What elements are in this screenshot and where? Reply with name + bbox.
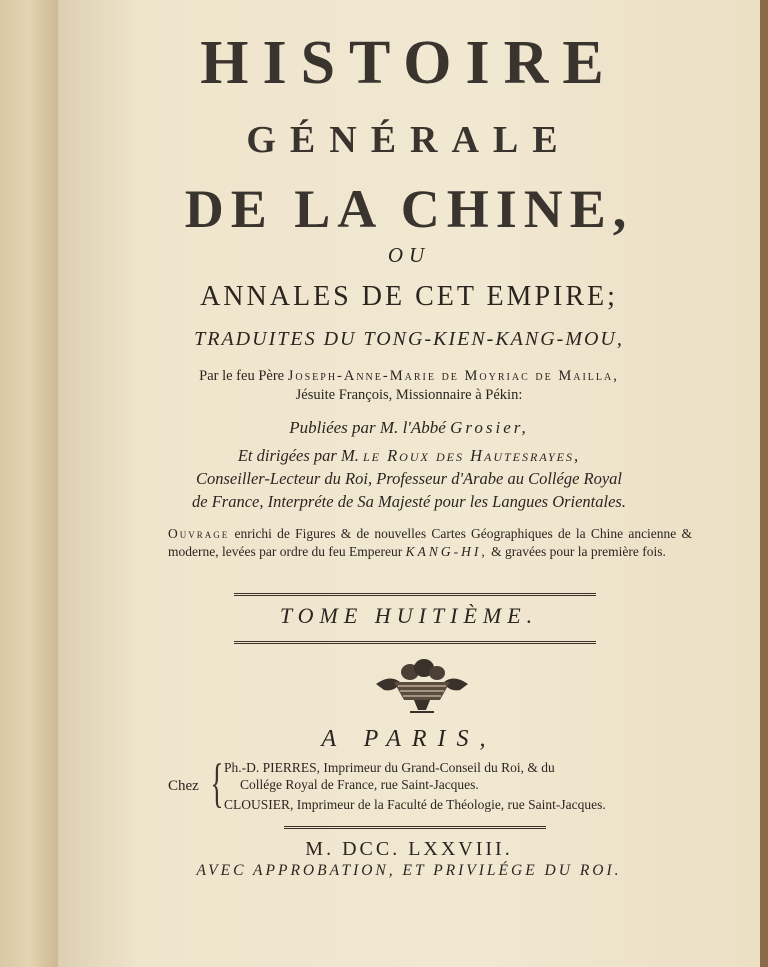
ouvrage-paragraph [168,525,692,561]
ouvrage-kanghi: KANG-HI, [405,544,488,559]
dirigees-prefix: Et dirigées par M. [237,446,359,465]
printer-line-2: Collége Royal de France, rue Saint-Jacques. [240,777,479,792]
title-line-3: DE LA CHINE, [184,179,634,239]
editor-line-3: de France, Interpréte de Sa Majesté pour les Langues Orientales. [192,492,626,511]
title-page [58,0,760,967]
dirigees-name: le Roux des Hautesrayes, [362,446,581,465]
ouvrage-lead: Ouvrage [168,526,230,541]
right-board-edge [760,0,768,967]
privilege-line: AVEC APPROBATION, ET PRIVILÉGE DU ROI. [196,862,622,879]
subtitle: ANNALES DE CET EMPIRE; [200,281,618,312]
title-line-2: GÉNÉRALE [246,119,572,161]
editor-line-2: Conseiller-Lecteur du Roi, Professeur d'Arabe au Collége Royal [195,469,623,488]
ouvrage-text-2: & gravées pour la première fois. [491,544,666,559]
tome-label: TOME HUITIÈME. [279,603,539,628]
author-line-2: Jésuite François, Missionnaire à Pékin: [295,387,523,403]
traduites-line: TRADUITES DU TONG-KIEN-KANG-MOU, [194,328,624,350]
author-name: Joseph-Anne-Marie de Moyriac de Mailla, [287,368,619,384]
left-page-edge [0,0,59,967]
title-line-1: HISTOIRE [200,29,618,97]
fruit-basket-ornament-icon [370,656,474,716]
ouvrage-text-1: enrichi de Figures & de nouvelles Cartes Géographiques de la Chine ancienne & moderne, levées par ordre du feu Empereur [168,526,692,559]
rule-top [234,593,596,596]
author-prefix: Par le feu Père [199,368,285,384]
publiees-name: Grosier, [450,418,529,437]
publisher-line [58,418,760,438]
editor-line-1 [58,446,760,466]
printer-line-1: Ph.-D. PIERRES, Imprimeur du Grand-Conseil du Roi, & du [224,760,555,775]
printer-line-3: CLOUSIER, Imprimeur de la Faculté de Théologie, rue Saint-Jacques. [224,797,606,812]
rule-date [284,826,546,829]
publication-date: M. DCC. LXXVIII. [305,838,513,860]
chez-label: Chez [168,778,199,794]
imprint-city: A PARIS, [321,726,497,752]
brace-glyph: { [210,753,224,813]
rule-bottom [234,641,596,644]
publiees-prefix: Publiées par M. l'Abbé [289,418,446,437]
author-line-1 [58,368,760,385]
title-ou: OU [387,243,431,267]
